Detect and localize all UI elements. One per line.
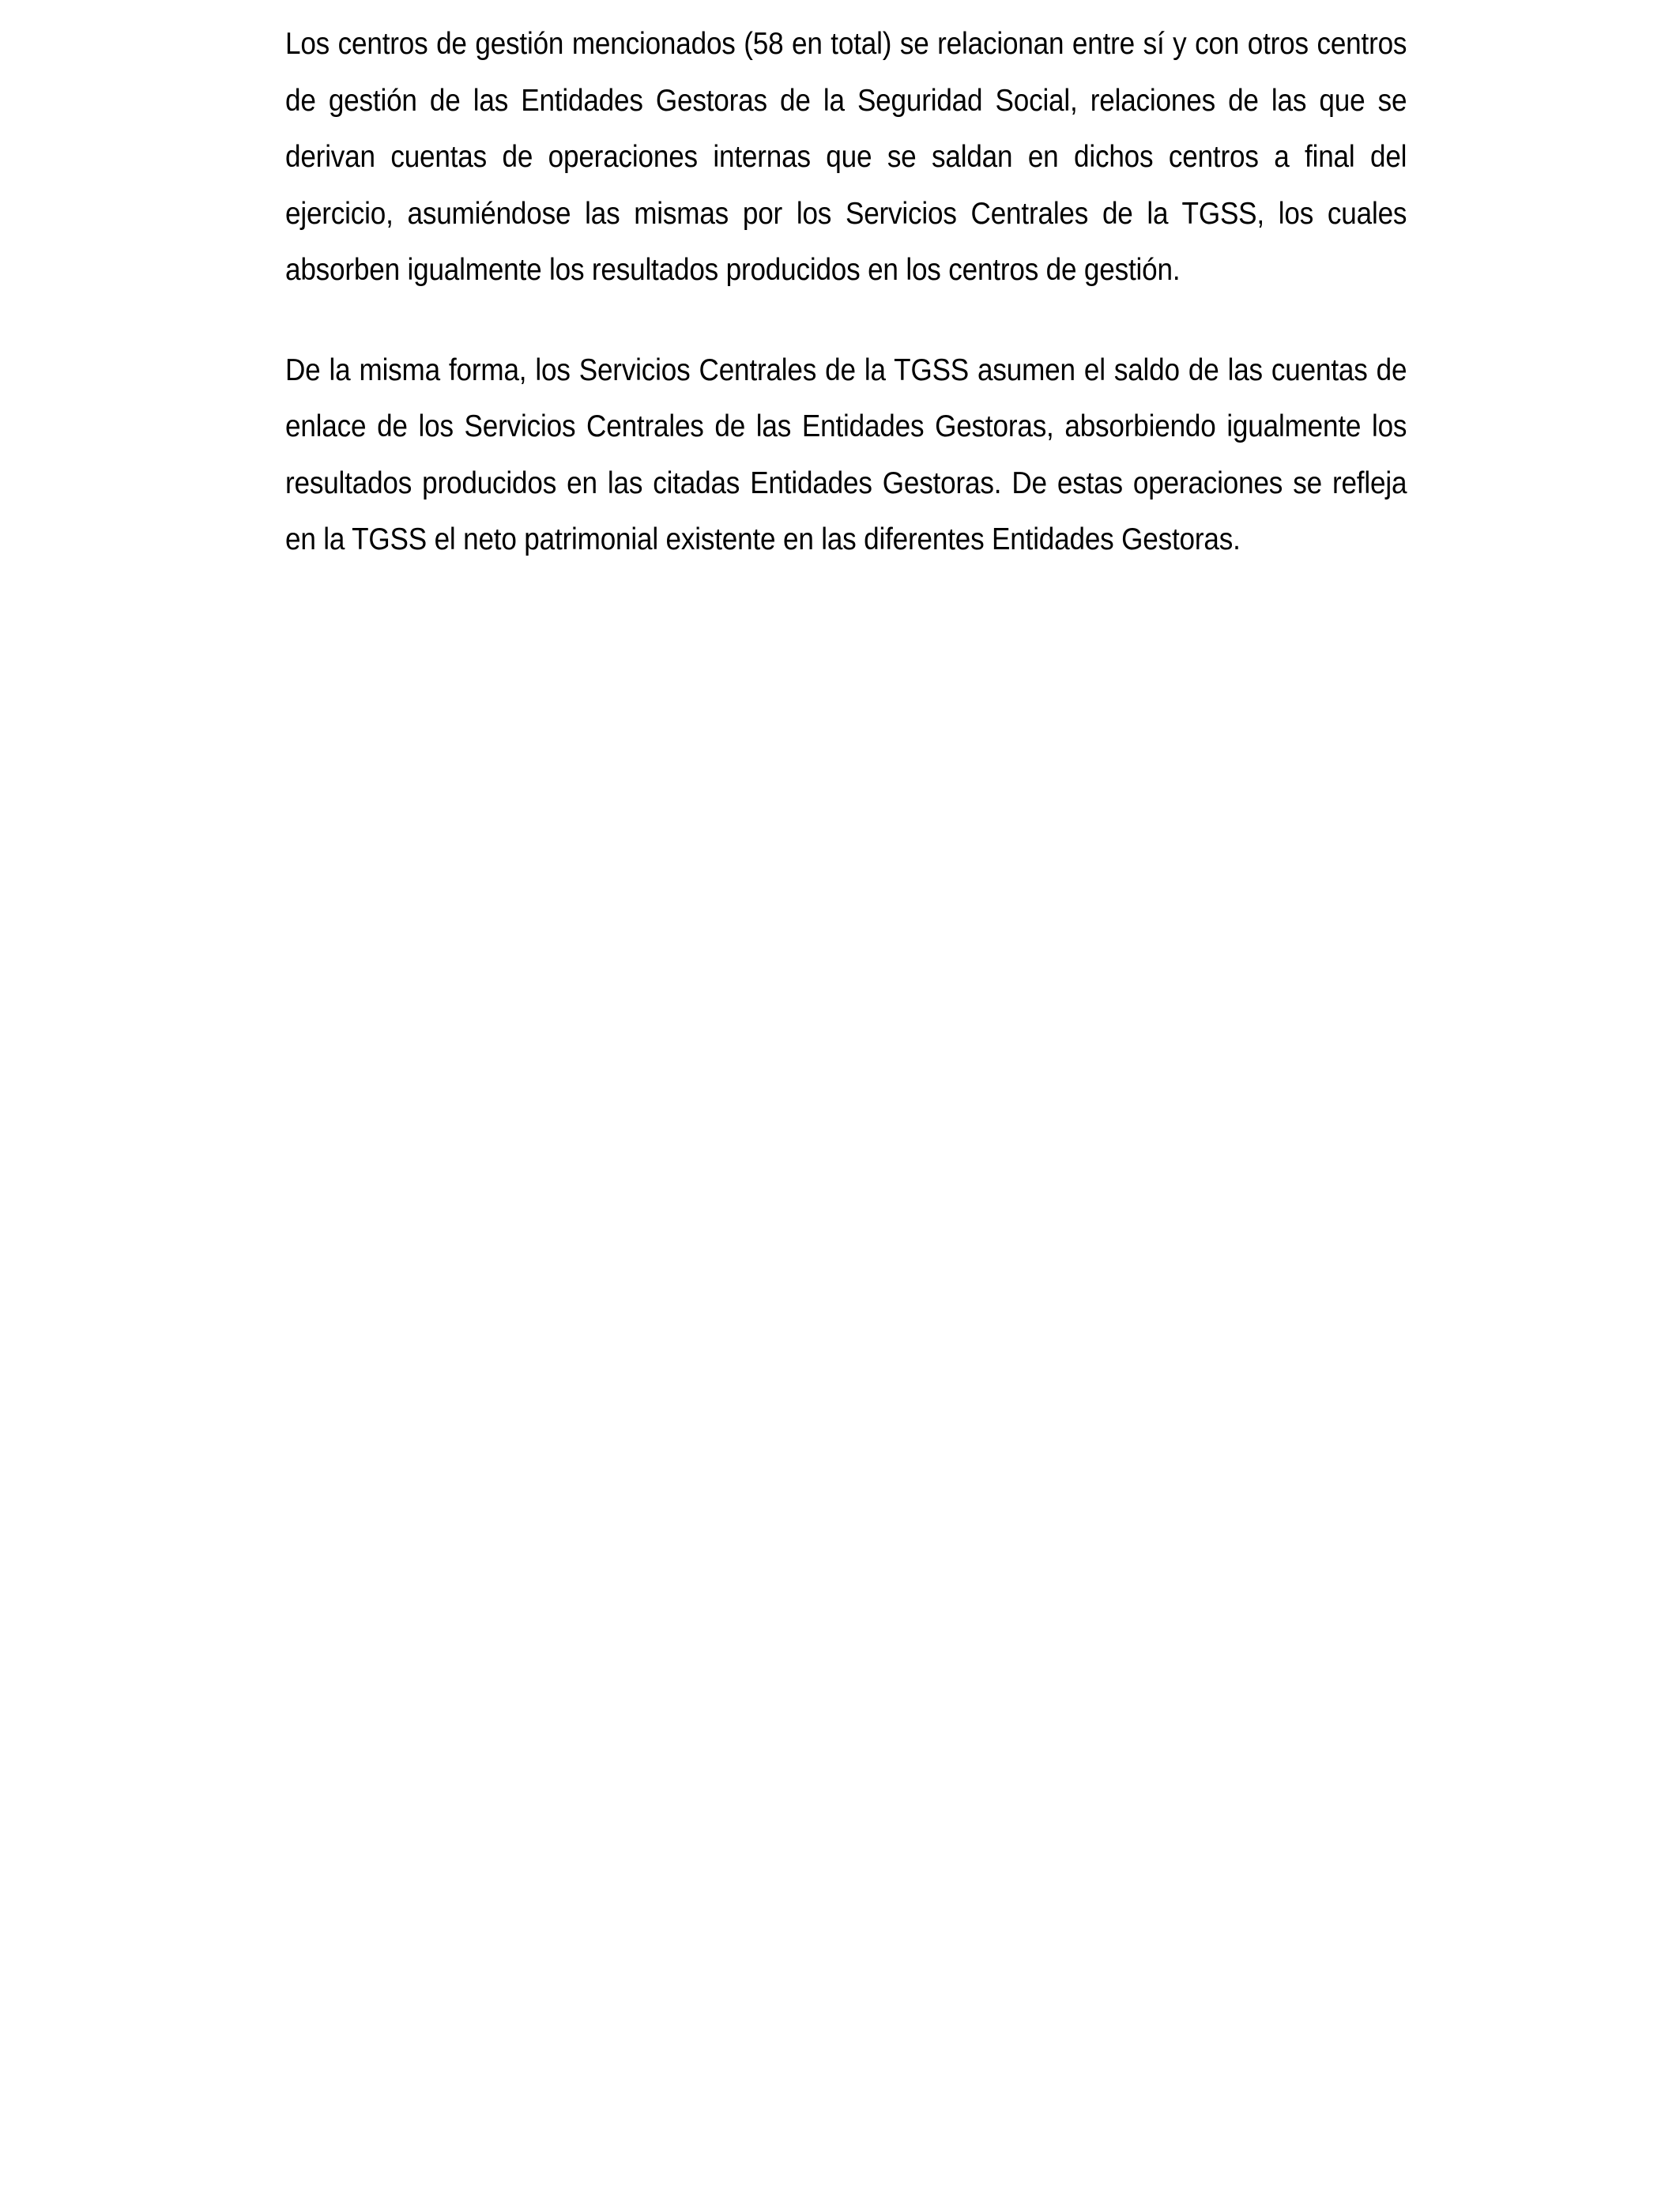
document-body [285,16,1407,568]
paragraph-servicios-centrales: De la misma forma, los Servicios Centrales de la TGSS asumen el saldo de las cuentas de enlace de los Servicios Centrales de las Entidades Gestoras, absorbiendo igualmente los resultados producidos en las citadas Entidades Gestoras. De estas operaciones se refleja en la TGSS el neto patrimonial existente en las diferentes Entidades Gestoras. [285,352,1407,556]
paragraph-centros-de-gestion: Los centros de gestión mencionados (58 en total) se relacionan entre sí y con otros centros de gestión de las Entidades Gestoras de la Seguridad Social, relaciones de las que se derivan cuentas de operaciones internas que se saldan en dichos centros a final del ejercicio, asumiéndose las mismas por los Servicios Centrales de la TGSS, los cuales absorben igualmente los resultados producidos en los centros de gestión. [285,27,1407,287]
